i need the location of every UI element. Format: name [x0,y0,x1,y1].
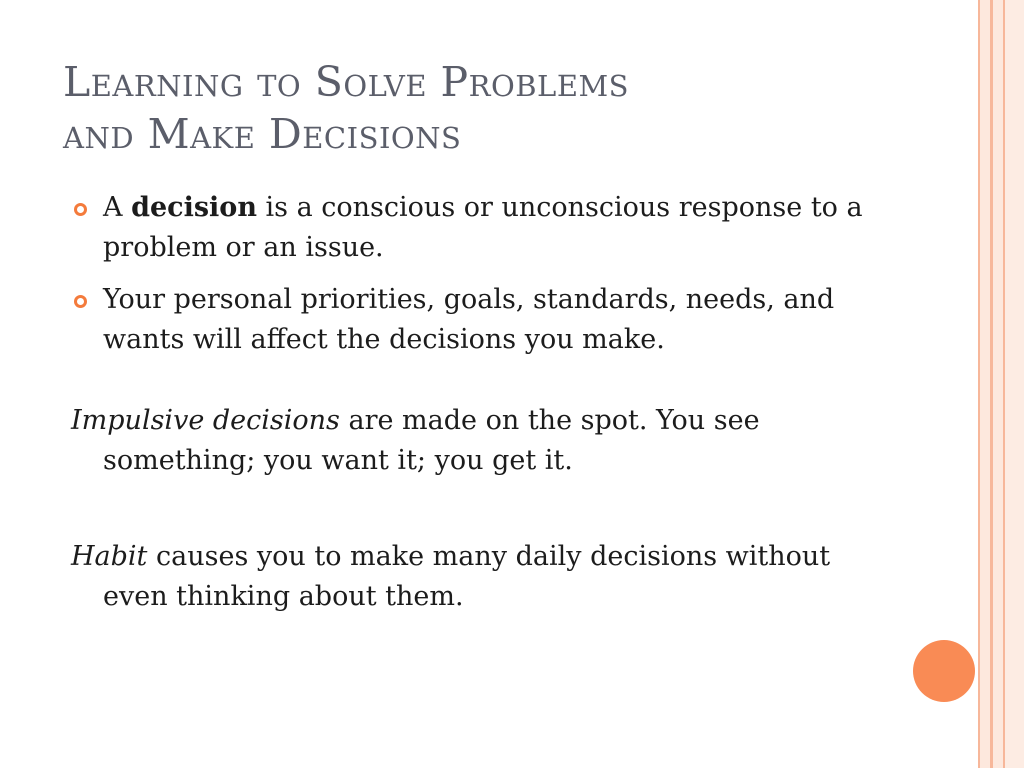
bullet-text: Your personal priorities, goals, standards, needs, and wants will affect the decisions you make. [103,284,835,355]
bullet-bold-term: decision [131,192,257,223]
bullet-item-priorities [0,280,893,360]
bullet-text: is a conscious or unconscious response to a problem or an issue. [103,192,863,263]
bullet-item-decision [0,188,893,268]
title-line-2: and Make Decisions [63,110,462,158]
right-decorative-stripes [978,0,1024,768]
slide-body [0,188,900,617]
paragraph-impulsive-decisions [0,401,893,481]
paragraph-habit [0,537,893,617]
title-line-1: Learning to Solve Problems [63,58,630,106]
paragraph-italic-term: Impulsive decisions [71,405,340,436]
slide-title [63,56,943,160]
stripe [1005,0,1024,768]
paragraph-text: causes you to make many daily decisions without even thinking about them. [103,541,831,612]
hollow-circle-bullet-icon [74,295,87,308]
paragraph-italic-term: Habit [71,541,148,572]
stripe [993,0,1003,768]
paragraph-text: are made on the spot. You see something; you want it; you get it. [103,405,760,476]
hollow-circle-bullet-icon [74,203,87,216]
bullet-prefix: A [103,192,132,223]
stripe [980,0,990,768]
orange-circle-decoration [913,640,975,702]
